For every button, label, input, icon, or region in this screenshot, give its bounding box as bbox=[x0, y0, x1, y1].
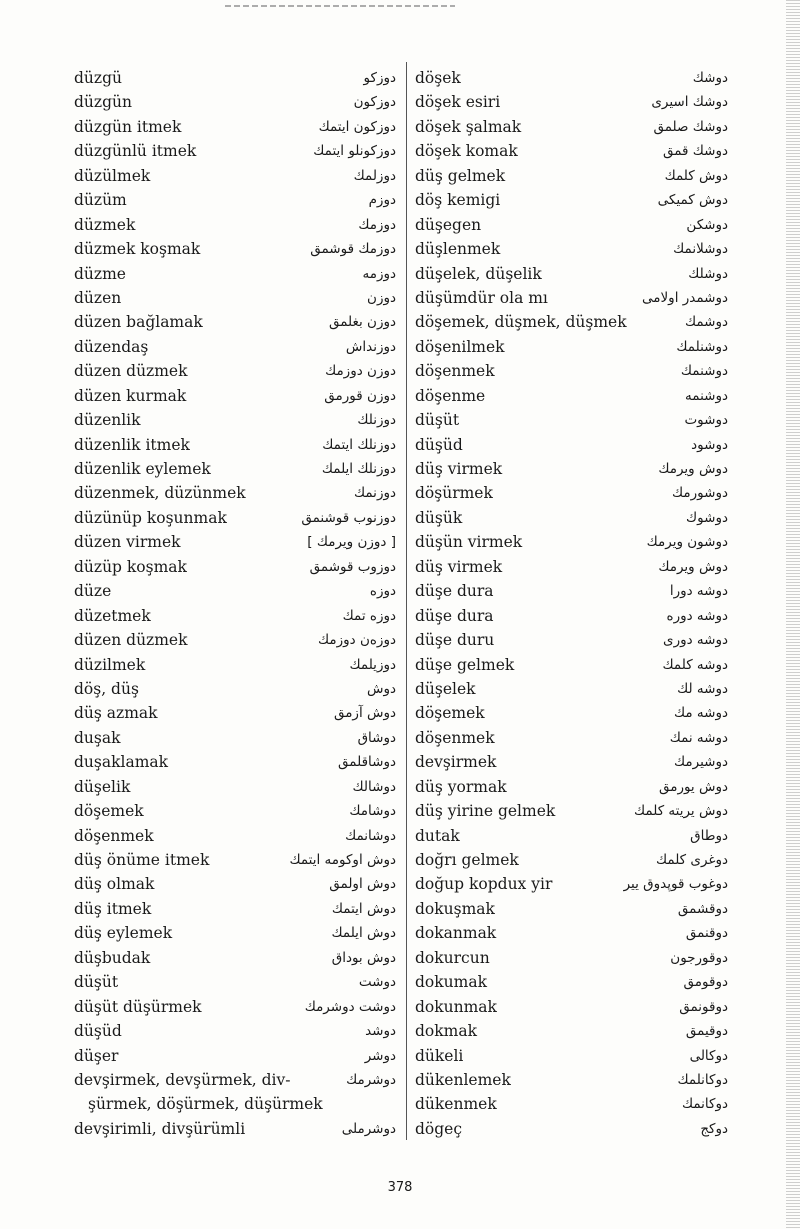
entry-transliteration: düşümdür ola mı bbox=[415, 288, 548, 307]
entry-ottoman-script: دوزمك قوشمق bbox=[310, 241, 396, 258]
entry-transliteration: düzme bbox=[74, 264, 126, 283]
entry-transliteration: duşaklamak bbox=[74, 753, 169, 772]
entry-transliteration: düşer bbox=[74, 1046, 119, 1065]
entry-transliteration: düşüt bbox=[74, 973, 119, 992]
dictionary-entry bbox=[66, 750, 396, 774]
dictionary-entry bbox=[410, 286, 740, 310]
entry-transliteration: dokmak bbox=[415, 1022, 477, 1041]
dictionary-entry bbox=[66, 604, 396, 628]
entry-ottoman-script: دوشه دوره bbox=[666, 607, 728, 624]
dictionary-entry bbox=[410, 66, 740, 90]
dictionary-entry bbox=[410, 262, 740, 286]
dictionary-entry bbox=[66, 335, 396, 359]
entry-ottoman-script: دوشرملى bbox=[341, 1120, 396, 1137]
entry-ottoman-script: دوشه مك bbox=[674, 705, 728, 722]
dictionary-entry bbox=[410, 408, 740, 432]
right-column bbox=[410, 66, 740, 1141]
entry-ottoman-script: دوشد bbox=[365, 1023, 396, 1040]
dictionary-entry bbox=[66, 995, 396, 1019]
dictionary-entry bbox=[410, 115, 740, 139]
entry-transliteration: dokanmak bbox=[415, 924, 497, 943]
entry-ottoman-script: دوزنلك ايتمك bbox=[322, 436, 396, 453]
dictionary-entry bbox=[66, 1019, 396, 1043]
entry-ottoman-script: دوزوب قوشمق bbox=[309, 558, 396, 575]
entry-transliteration: düze bbox=[74, 582, 112, 601]
entry-transliteration: düzen düzmek bbox=[74, 362, 188, 381]
entry-ottoman-script: دوش كميكى bbox=[657, 192, 728, 209]
entry-ottoman-script: دوزه تمك bbox=[342, 607, 396, 624]
entry-transliteration: devşirimli, divşürümli bbox=[74, 1119, 246, 1138]
entry-transliteration: düş virmek bbox=[415, 557, 503, 576]
dictionary-entry bbox=[410, 872, 740, 896]
entry-ottoman-script: دوش bbox=[366, 680, 396, 697]
entry-transliteration: düşegen bbox=[415, 215, 482, 234]
entry-transliteration: döş, düş bbox=[74, 679, 139, 698]
dictionary-entry bbox=[66, 433, 396, 457]
dictionary-entry bbox=[410, 677, 740, 701]
entry-ottoman-script: دوش ويرمك bbox=[658, 461, 728, 477]
entry-transliteration: düşüd bbox=[74, 1022, 122, 1041]
entry-ottoman-script: دوشامك bbox=[349, 803, 396, 820]
dictionary-entry bbox=[410, 1092, 740, 1116]
entry-ottoman-script: دوشه دورى bbox=[663, 632, 728, 649]
entry-ottoman-script: دوشر bbox=[364, 1047, 396, 1064]
entry-ottoman-script: دوشوك bbox=[686, 509, 728, 526]
entry-ottoman-script: دوشنمه bbox=[685, 387, 728, 404]
entry-transliteration: düş azmak bbox=[74, 704, 158, 723]
entry-ottoman-script: دوشكن bbox=[686, 216, 728, 233]
dictionary-entry bbox=[66, 237, 396, 261]
entry-ottoman-script: [ دوزن ويرمك ] bbox=[307, 534, 396, 551]
dictionary-entry bbox=[410, 897, 740, 921]
entry-ottoman-script: دوزكو bbox=[363, 70, 396, 86]
entry-ottoman-script: دوشك اسيرى bbox=[651, 94, 728, 111]
dictionary-entry bbox=[410, 506, 740, 530]
dictionary-entry bbox=[66, 555, 396, 579]
entry-transliteration: döşenmek bbox=[74, 826, 154, 845]
entry-ottoman-script: دوطاق bbox=[690, 827, 728, 844]
dictionary-entry bbox=[66, 677, 396, 701]
dictionary-entry bbox=[66, 701, 396, 725]
dictionary-entry bbox=[410, 628, 740, 652]
dictionary-entry bbox=[410, 139, 740, 163]
dictionary-entry bbox=[410, 188, 740, 212]
entry-ottoman-script: دوشه دورا bbox=[669, 583, 728, 600]
entry-transliteration: döşemek bbox=[74, 802, 144, 821]
entry-transliteration: düzetmek bbox=[74, 606, 151, 625]
dictionary-entry bbox=[66, 90, 396, 114]
entry-ottoman-script: دوكانمك bbox=[681, 1096, 728, 1113]
dictionary-entry bbox=[410, 775, 740, 799]
entry-ottoman-script: دوقشمق bbox=[677, 900, 728, 917]
entry-ottoman-script: دوغرى كلمك bbox=[656, 852, 728, 868]
entry-ottoman-script: دوشه نمك bbox=[669, 729, 728, 746]
entry-transliteration: düzen bağlamak bbox=[74, 313, 203, 332]
dictionary-entry bbox=[66, 481, 396, 505]
entry-ottoman-script: دوزنلك bbox=[357, 412, 396, 429]
dictionary-entry bbox=[410, 164, 740, 188]
entry-transliteration: doğup kopdux yir bbox=[415, 875, 553, 894]
entry-ottoman-script: دوزن دوزمك bbox=[325, 363, 396, 380]
entry-ottoman-script: دوشه لك bbox=[677, 680, 728, 697]
dictionary-entry bbox=[410, 653, 740, 677]
entry-transliteration: düş olmak bbox=[74, 875, 155, 894]
entry-ottoman-script: دوزكون ايتمك bbox=[318, 118, 396, 135]
entry-transliteration: döşemek, düşmek, düşmek bbox=[415, 313, 627, 332]
entry-transliteration: düş virmek bbox=[415, 460, 503, 478]
dictionary-entry bbox=[66, 653, 396, 677]
entry-ottoman-script: دوش بوداق bbox=[331, 949, 396, 966]
dictionary-entry bbox=[410, 604, 740, 628]
entry-transliteration: düş eylemek bbox=[74, 924, 173, 943]
entry-transliteration: düşe gelmek bbox=[415, 655, 515, 674]
entry-ottoman-script: دوشك bbox=[692, 70, 728, 86]
dictionary-entry bbox=[410, 310, 740, 334]
dictionary-entry bbox=[66, 726, 396, 750]
entry-transliteration: düşe dura bbox=[415, 606, 494, 625]
dictionary-entry bbox=[66, 262, 396, 286]
entry-ottoman-script: دوش ايلمك bbox=[331, 925, 396, 942]
dictionary-entry bbox=[410, 946, 740, 970]
entry-ottoman-script: دوشرمك bbox=[346, 1071, 396, 1088]
entry-transliteration: düşelik bbox=[74, 777, 131, 796]
entry-ottoman-script: دوغوب قوپدوق يير bbox=[623, 876, 728, 893]
entry-transliteration: dokumak bbox=[415, 973, 487, 992]
entry-transliteration: dokurcun bbox=[415, 948, 490, 967]
entry-ottoman-script: دوشت دوشرمك bbox=[304, 998, 396, 1015]
dictionary-entry bbox=[66, 164, 396, 188]
entry-ottoman-script: دوشورمك bbox=[672, 485, 728, 502]
entry-ottoman-script: دوشوت bbox=[684, 412, 728, 429]
dictionary-entry bbox=[66, 970, 396, 994]
dictionary-entry bbox=[66, 1044, 396, 1068]
entry-ottoman-script: دوشه كلمك bbox=[662, 656, 728, 673]
dictionary-entry bbox=[66, 457, 396, 481]
entry-transliteration: düş gelmek bbox=[415, 166, 506, 185]
entry-transliteration: düzgün itmek bbox=[74, 117, 182, 136]
entry-ottoman-script: دوشك صلمق bbox=[653, 118, 728, 135]
dictionary-entry bbox=[410, 1044, 740, 1068]
entry-ottoman-script: دوشمك bbox=[684, 314, 728, 331]
dictionary-entry bbox=[66, 1117, 396, 1141]
dictionary-entry bbox=[66, 1068, 396, 1092]
entry-ottoman-script: دوزنوب قوشنمق bbox=[301, 509, 396, 526]
entry-ottoman-script: دوكج bbox=[700, 1120, 728, 1137]
dictionary-entry bbox=[66, 188, 396, 212]
dictionary-entry bbox=[410, 433, 740, 457]
entry-transliteration: düzen kurmak bbox=[74, 386, 187, 405]
page-edge-scan-artifact bbox=[786, 0, 800, 1229]
entry-ottoman-script: دوش كلمك bbox=[664, 167, 728, 184]
entry-transliteration: düş önüme itmek bbox=[74, 851, 210, 869]
entry-transliteration: dokunmak bbox=[415, 997, 497, 1016]
dictionary-entry bbox=[66, 848, 396, 872]
entry-transliteration: düş yirine gelmek bbox=[415, 802, 556, 821]
entry-ottoman-script: دوشلانمك bbox=[673, 241, 728, 258]
dictionary-entry bbox=[66, 530, 396, 554]
entry-transliteration: düşüd bbox=[415, 435, 463, 454]
entry-ottoman-script: دوشنلمك bbox=[676, 338, 728, 355]
dictionary-entry bbox=[410, 848, 740, 872]
entry-transliteration: döş kemigi bbox=[415, 191, 501, 210]
entry-ottoman-script: دوشنمك bbox=[680, 363, 728, 380]
dictionary-entry bbox=[410, 213, 740, 237]
dictionary-entry bbox=[410, 970, 740, 994]
entry-ottoman-script: دوزيلمك bbox=[349, 656, 396, 673]
dictionary-entry bbox=[410, 481, 740, 505]
entry-transliteration: döşenilmek bbox=[415, 337, 505, 356]
dictionary-entry bbox=[410, 359, 740, 383]
entry-transliteration: düşük bbox=[415, 508, 463, 527]
entry-transliteration: dükenlemek bbox=[415, 1070, 511, 1089]
entry-ottoman-script: دوزم bbox=[368, 192, 396, 209]
entry-ottoman-script: دوزن بغلمق bbox=[328, 314, 396, 331]
entry-transliteration: düşlenmek bbox=[415, 240, 501, 259]
dictionary-entry bbox=[410, 1068, 740, 1092]
entry-transliteration: düzmek koşmak bbox=[74, 240, 201, 259]
entry-ottoman-script: دوش اوكومه ايتمك bbox=[289, 852, 396, 868]
dictionary-entry bbox=[410, 799, 740, 823]
dictionary-entry bbox=[410, 921, 740, 945]
entry-ottoman-script: دوزنلك ايلمك bbox=[321, 461, 396, 477]
entry-transliteration: düşe dura bbox=[415, 582, 494, 601]
entry-ottoman-script: دوشك قمق bbox=[662, 143, 728, 160]
dictionary-entry bbox=[66, 1092, 396, 1116]
entry-ottoman-script: دوش اولمق bbox=[329, 876, 396, 893]
page-number: 378 bbox=[387, 1180, 413, 1195]
dictionary-entry bbox=[410, 530, 740, 554]
entry-transliteration: düzenlik bbox=[74, 411, 141, 430]
entry-ottoman-script: دوشاقلمق bbox=[338, 754, 396, 771]
entry-transliteration: döşenme bbox=[415, 386, 486, 405]
dictionary-entry bbox=[66, 115, 396, 139]
entry-ottoman-script: دوزەن دوزمك bbox=[318, 632, 396, 649]
entry-transliteration: düşbudak bbox=[74, 948, 151, 967]
dictionary-entry bbox=[66, 921, 396, 945]
entry-transliteration: döşenmek bbox=[415, 728, 495, 747]
dictionary-entry bbox=[410, 90, 740, 114]
dictionary-entry bbox=[410, 995, 740, 1019]
entry-ottoman-script: دوشاق bbox=[357, 729, 396, 746]
dictionary-entry bbox=[66, 799, 396, 823]
dictionary-entry bbox=[410, 579, 740, 603]
entry-transliteration: döşek esiri bbox=[415, 93, 501, 112]
entry-ottoman-script: دوشود bbox=[691, 436, 728, 453]
dictionary-entry bbox=[410, 384, 740, 408]
dictionary-entry bbox=[410, 1117, 740, 1141]
dictionary-entry bbox=[410, 457, 740, 481]
entry-transliteration: düzen düzmek bbox=[74, 631, 188, 650]
dictionary-entry bbox=[410, 750, 740, 774]
entry-transliteration: dokuşmak bbox=[415, 899, 495, 918]
entry-transliteration: dükeli bbox=[415, 1046, 464, 1065]
dictionary-entry bbox=[66, 628, 396, 652]
entry-transliteration: düşüt bbox=[415, 411, 460, 430]
dictionary-entry bbox=[410, 335, 740, 359]
entry-transliteration: düzüm bbox=[74, 191, 127, 210]
entry-ottoman-script: دوقونمق bbox=[679, 998, 728, 1015]
dictionary-entry bbox=[66, 359, 396, 383]
entry-transliteration: düzünüp koşunmak bbox=[74, 508, 227, 527]
entry-transliteration: döşek bbox=[415, 69, 461, 87]
entry-ottoman-script: دوزمه bbox=[362, 265, 396, 282]
entry-ottoman-script: دوشانمك bbox=[345, 827, 396, 844]
dictionary-entry bbox=[66, 824, 396, 848]
dictionary-entry bbox=[66, 66, 396, 90]
entry-ottoman-script: دوقومق bbox=[683, 974, 728, 991]
left-column bbox=[66, 66, 396, 1141]
dictionary-entry bbox=[410, 1019, 740, 1043]
entry-transliteration: döşemek bbox=[415, 704, 485, 723]
dictionary-entry bbox=[66, 872, 396, 896]
entry-transliteration: duşak bbox=[74, 728, 121, 747]
entry-transliteration: düzgün bbox=[74, 93, 132, 112]
entry-transliteration: düzenmek, düzünmek bbox=[74, 484, 246, 503]
entry-ottoman-script: دوشون ويرمك bbox=[646, 534, 728, 551]
dictionary-entry bbox=[66, 946, 396, 970]
dictionary-entry bbox=[66, 408, 396, 432]
dictionary-entry bbox=[66, 286, 396, 310]
entry-transliteration: düşelek bbox=[415, 679, 476, 698]
entry-ottoman-script: دوش ايتمك bbox=[331, 900, 396, 917]
entry-ottoman-script: دوش آزمق bbox=[333, 705, 396, 722]
entry-transliteration: dükenmek bbox=[415, 1095, 497, 1114]
dictionary-entry bbox=[410, 555, 740, 579]
entry-transliteration: düzilmek bbox=[74, 655, 146, 674]
dictionary-entry bbox=[410, 824, 740, 848]
dictionary-entry bbox=[66, 213, 396, 237]
entry-ottoman-script: دوشت bbox=[358, 974, 396, 991]
dictionary-entry bbox=[66, 897, 396, 921]
dictionary-entry bbox=[66, 775, 396, 799]
entry-ottoman-script: دوش يريته كلمك bbox=[634, 803, 728, 820]
dictionary-entry bbox=[410, 726, 740, 750]
entry-transliteration: düzenlik eylemek bbox=[74, 460, 211, 478]
entry-transliteration: düşün virmek bbox=[415, 533, 523, 552]
dictionary-entry bbox=[66, 384, 396, 408]
entry-ottoman-script: دوزه bbox=[369, 583, 396, 600]
top-rule bbox=[225, 5, 455, 7]
entry-transliteration: düzmek bbox=[74, 215, 136, 234]
entry-transliteration: düzen virmek bbox=[74, 533, 181, 552]
entry-transliteration: düşüt düşürmek bbox=[74, 997, 202, 1016]
entry-transliteration: düzgünlü itmek bbox=[74, 142, 197, 161]
entry-ottoman-script: دوزمك bbox=[358, 216, 396, 233]
entry-transliteration: döşek şalmak bbox=[415, 117, 522, 136]
entry-transliteration: devşirmek bbox=[415, 753, 497, 772]
entry-transliteration: düzgü bbox=[74, 69, 122, 87]
dictionary-entry bbox=[66, 310, 396, 334]
dictionary-entry bbox=[410, 237, 740, 261]
entry-transliteration: düş itmek bbox=[74, 899, 152, 918]
dictionary-entry bbox=[66, 579, 396, 603]
entry-ottoman-script: دوكانلمك bbox=[677, 1071, 728, 1088]
entry-transliteration: döşenmek bbox=[415, 362, 495, 381]
entry-ottoman-script: دوشالك bbox=[352, 778, 396, 795]
dictionary-entry bbox=[66, 506, 396, 530]
entry-transliteration: şürmek, döşürmek, düşürmek bbox=[88, 1095, 323, 1114]
entry-transliteration: düzüp koşmak bbox=[74, 557, 187, 576]
dictionary-entry bbox=[410, 701, 740, 725]
entry-ottoman-script: دوشمدر اولامى bbox=[642, 289, 728, 306]
entry-transliteration: düzen bbox=[74, 288, 122, 307]
entry-transliteration: dögeç bbox=[415, 1119, 463, 1138]
entry-ottoman-script: دوزنداش bbox=[345, 338, 396, 355]
entry-transliteration: dutak bbox=[415, 826, 460, 845]
entry-transliteration: devşirmek, devşürmek, div- bbox=[74, 1070, 291, 1089]
column-divider bbox=[406, 62, 407, 1140]
dictionary-entry bbox=[66, 139, 396, 163]
entry-ottoman-script: دوقورجون bbox=[670, 949, 728, 966]
entry-ottoman-script: دوشيرمك bbox=[674, 754, 728, 771]
entry-ottoman-script: دوزن قورمق bbox=[324, 387, 396, 404]
entry-ottoman-script: دوزلمك bbox=[353, 167, 396, 184]
entry-transliteration: düzendaş bbox=[74, 337, 149, 356]
entry-transliteration: düş yormak bbox=[415, 777, 507, 796]
entry-transliteration: düşelek, düşelik bbox=[415, 264, 542, 283]
entry-ottoman-script: دوش ويرمك bbox=[658, 558, 728, 575]
entry-ottoman-script: دوش يورمق bbox=[658, 778, 728, 795]
entry-transliteration: düşe duru bbox=[415, 631, 495, 650]
entry-transliteration: düzülmek bbox=[74, 166, 151, 185]
entry-ottoman-script: دوزنمك bbox=[354, 485, 396, 502]
entry-ottoman-script: دوكالى bbox=[689, 1047, 728, 1064]
entry-transliteration: doğrı gelmek bbox=[415, 851, 519, 869]
entry-transliteration: döşek komak bbox=[415, 142, 518, 161]
entry-ottoman-script: دوقنمق bbox=[685, 925, 728, 942]
entry-ottoman-script: دوقيمق bbox=[685, 1023, 728, 1040]
entry-ottoman-script: دوزكونلو ايتمك bbox=[313, 143, 396, 160]
entry-ottoman-script: دوزكون bbox=[353, 94, 396, 111]
entry-transliteration: döşürmek bbox=[415, 484, 493, 503]
entry-transliteration: düzenlik itmek bbox=[74, 435, 190, 454]
entry-ottoman-script: دوزن bbox=[367, 289, 396, 306]
entry-ottoman-script: دوشلك bbox=[688, 265, 728, 282]
